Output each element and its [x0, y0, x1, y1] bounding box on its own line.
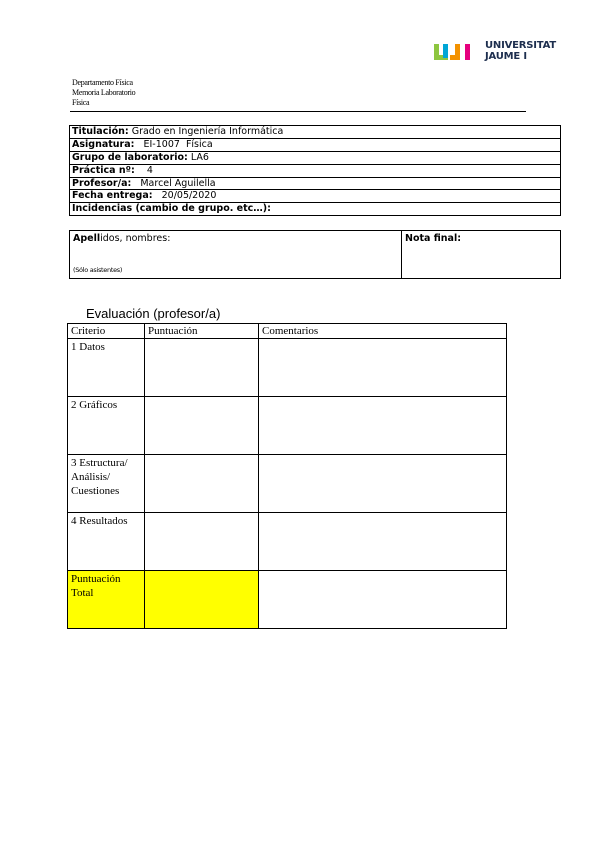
header-report: Memoria Laboratorio [72, 88, 136, 97]
uji-logo-icon [434, 42, 482, 64]
logo-wordmark [485, 41, 556, 62]
total-label-cell: Puntuación Total [68, 571, 145, 629]
info-row-asignatura [70, 139, 560, 152]
apellidos-label [73, 233, 170, 244]
table-row [68, 397, 507, 455]
grupo-value: LA6 [187, 151, 209, 163]
apellidos-bold: Apell [73, 233, 101, 244]
info-row-titulacion [70, 126, 560, 139]
evaluation-title: Evaluación (profesor/a) [86, 306, 221, 321]
titulacion-label: Titulación: [72, 126, 129, 137]
header-criterio: Criterio [68, 324, 145, 339]
comentarios-cell[interactable] [259, 513, 507, 571]
table-row [68, 455, 507, 513]
document-header [72, 78, 135, 108]
info-row-profesor [70, 178, 560, 191]
titulacion-value: Grado en Ingeniería Informática [128, 126, 284, 137]
info-row-fecha [70, 190, 560, 203]
solo-asistentes-note: (Sólo asistentes) [73, 266, 123, 274]
incidencias-label: Incidencias (cambio de grupo. etc…): [72, 203, 271, 215]
header-subject: Física [72, 98, 90, 107]
asignatura-value: EI-1007 Física [134, 138, 213, 150]
header-comentarios: Comentarios [259, 324, 507, 339]
names-cell [70, 231, 402, 278]
criterio-cell: 4 Resultados [68, 513, 145, 571]
practica-value: 4 [134, 164, 153, 176]
apellidos-rest: idos, nombres: [100, 233, 171, 244]
total-puntuacion-cell[interactable] [145, 571, 259, 629]
info-row-grupo [70, 152, 560, 165]
fecha-label: Fecha entrega: [72, 190, 153, 202]
total-comentarios-cell[interactable] [259, 571, 507, 629]
table-row [68, 339, 507, 397]
puntuacion-cell[interactable] [145, 455, 259, 513]
evaluation-table [67, 323, 507, 629]
puntuacion-cell[interactable] [145, 397, 259, 455]
comentarios-cell[interactable] [259, 455, 507, 513]
profesor-value: Marcel Aguilella [131, 177, 216, 189]
comentarios-cell[interactable] [259, 397, 507, 455]
logo-line-2: JAUME I [485, 50, 527, 62]
header-rule [70, 111, 526, 112]
names-box [69, 230, 561, 279]
info-box [69, 125, 561, 216]
info-row-practica [70, 165, 560, 178]
criterio-cell: 1 Datos [68, 339, 145, 397]
table-header-row [68, 324, 507, 339]
info-row-incidencias [70, 203, 560, 215]
header-puntuacion: Puntuación [145, 324, 259, 339]
grupo-label: Grupo de laboratorio: [72, 151, 188, 163]
asignatura-label: Asignatura: [72, 138, 135, 150]
total-row [68, 571, 507, 629]
criterio-cell: 3 Estructura/ Análisis/ Cuestiones [68, 455, 145, 513]
nota-final-label: Nota final: [405, 233, 462, 244]
criterio-cell: 2 Gráficos [68, 397, 145, 455]
logo-line-1: UNIVERSITAT [485, 40, 557, 51]
puntuacion-cell[interactable] [145, 339, 259, 397]
puntuacion-cell[interactable] [145, 513, 259, 571]
fecha-value: 20/05/2020 [152, 190, 217, 202]
header-department: Departamento Física [72, 78, 133, 87]
table-row [68, 513, 507, 571]
comentarios-cell[interactable] [259, 339, 507, 397]
practica-label: Práctica nº: [72, 164, 135, 176]
profesor-label: Profesor/a: [72, 177, 132, 189]
